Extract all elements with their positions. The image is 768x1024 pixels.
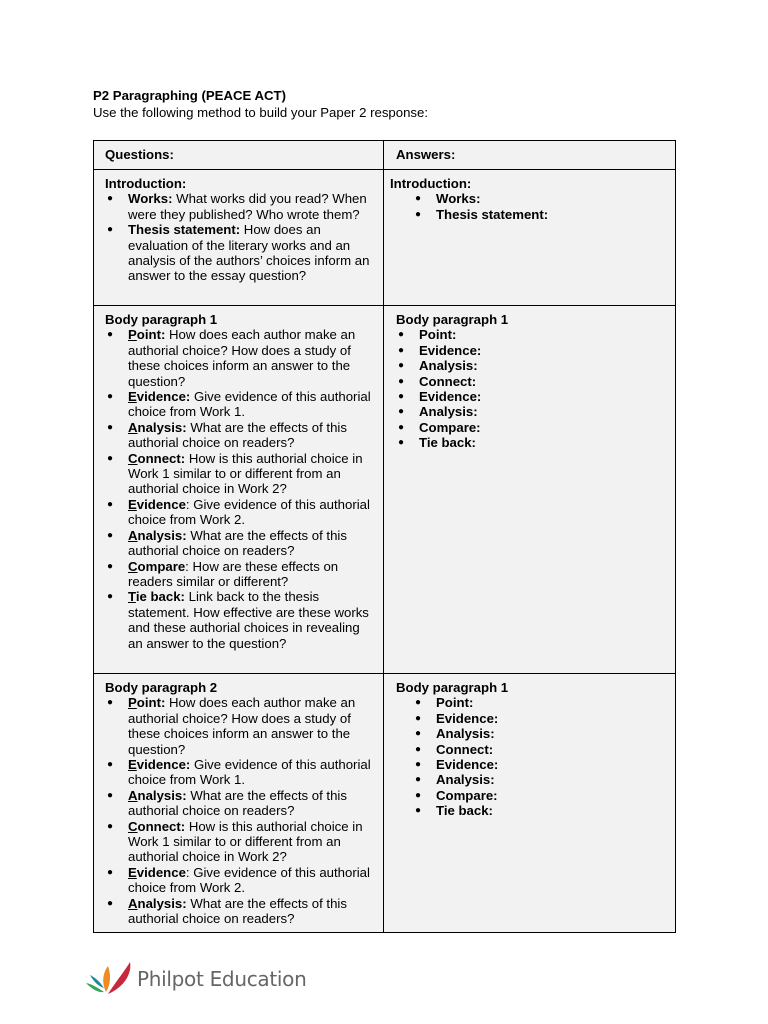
leaf-flame-logo-icon — [84, 956, 134, 1000]
item-term — [128, 865, 186, 880]
section-title: Body paragraph 2 — [105, 680, 218, 695]
term-rest: oint: — [136, 695, 166, 711]
list-item — [128, 528, 377, 559]
list-item — [128, 865, 377, 896]
section-title: Introduction: — [105, 176, 187, 191]
list-item — [128, 191, 377, 222]
list-item — [128, 695, 377, 757]
acronym-letter: P — [128, 327, 137, 343]
acronym-letter: A — [128, 527, 138, 543]
list-item — [128, 327, 377, 389]
term-rest: vidence: — [136, 389, 191, 405]
answer-list — [396, 695, 669, 818]
answer-label: Evidence: — [436, 710, 499, 726]
acronym-letter: E — [128, 389, 137, 405]
item-text: Give evidence of this authorial choice from Work 1. — [128, 757, 371, 788]
acronym-letter: A — [128, 787, 138, 803]
term-rest: ompare — [137, 558, 186, 574]
term-rest: onnect: — [137, 450, 186, 466]
item-term — [128, 695, 165, 710]
acronym-letter: P — [128, 695, 137, 711]
item-text: How is this authorial choice in Work 1 similar to or different from an authorial choice in Work 2? — [128, 818, 363, 865]
list-item — [128, 589, 377, 651]
answer-item — [419, 358, 669, 373]
answer-item — [436, 726, 669, 741]
item-term — [128, 788, 187, 803]
answer-item — [419, 435, 669, 450]
acronym-letter: E — [128, 757, 137, 773]
intro-answers-cell — [384, 170, 676, 306]
item-term — [128, 420, 187, 435]
answer-label: Connect: — [419, 373, 477, 389]
list-item — [128, 497, 377, 528]
body1-questions-cell — [94, 306, 384, 674]
intro-questions-cell — [94, 170, 384, 306]
item-text: What are the effects of this authorial choice on readers? — [128, 895, 347, 927]
brand-name: Philpot Education — [137, 967, 307, 991]
item-term — [128, 896, 187, 911]
term-rest: onnect: — [137, 818, 186, 834]
answer-label: Analysis: — [419, 358, 478, 374]
answer-item — [436, 711, 669, 726]
acronym-letter: E — [128, 864, 137, 880]
item-term — [128, 389, 190, 404]
answer-item — [436, 207, 669, 222]
answer-list — [396, 327, 669, 450]
item-text: How does each author make an authorial choice? How does a study of these choices inform an answer to the question? — [128, 327, 356, 389]
acronym-letter: T — [128, 589, 136, 605]
list-item — [128, 896, 377, 927]
item-text: What works did you read? When were they published? Who wrote them? — [128, 191, 367, 222]
brand-logo — [84, 956, 324, 1000]
answer-list — [390, 191, 669, 222]
item-term — [128, 451, 185, 466]
acronym-letter: E — [128, 496, 137, 512]
answer-label: Tie back: — [419, 435, 476, 451]
answer-label: Evidence: — [419, 342, 482, 358]
list-item — [128, 819, 377, 865]
item-term — [128, 757, 190, 772]
term-rest: oint: — [136, 327, 166, 343]
term-rest: nalysis: — [137, 787, 187, 803]
answer-item — [419, 374, 669, 389]
acronym-letter: A — [128, 895, 138, 911]
answer-label: Point: — [419, 327, 457, 343]
answer-item — [436, 742, 669, 757]
term-rest: nalysis: — [137, 527, 187, 543]
item-term: Works: — [128, 191, 173, 207]
acronym-letter: C — [128, 450, 138, 466]
item-text: : Give evidence of this authorial choice from Work 2. — [128, 496, 370, 528]
answer-label: Works: — [436, 191, 481, 207]
answer-label: Analysis: — [436, 772, 495, 788]
section-title: Introduction: — [390, 176, 472, 191]
page-title: P2 Paragraphing (PEACE ACT) — [93, 88, 286, 103]
list-item — [128, 451, 377, 497]
answer-item — [436, 191, 669, 206]
list-item — [128, 222, 377, 284]
question-list — [105, 191, 377, 283]
answer-item — [436, 757, 669, 772]
item-text: : How are these effects on readers similar or different? — [128, 558, 339, 589]
answer-item — [436, 695, 669, 710]
answer-label: Thesis statement: — [436, 206, 549, 222]
answer-label: Compare: — [419, 419, 481, 435]
item-term — [128, 589, 185, 604]
item-text: How does an evaluation of the literary works and an analysis of the authors’ choices inform an answer to the essay question? — [128, 222, 370, 284]
answer-item — [436, 772, 669, 787]
answer-item — [419, 389, 669, 404]
answer-item — [419, 404, 669, 419]
term-rest: vidence — [136, 864, 186, 880]
answer-label: Connect: — [436, 741, 494, 757]
table-row — [94, 674, 676, 933]
acronym-letter: A — [128, 419, 138, 435]
item-text: How is this authorial choice in Work 1 similar to or different from an authorial choice in Work 2? — [128, 450, 363, 497]
method-table — [93, 140, 676, 933]
item-text: Link back to the thesis statement. How effective are these works and these authorial choices in revealing an answer to the question? — [128, 589, 369, 651]
answer-label: Evidence: — [436, 757, 499, 773]
item-text: What are the effects of this authorial choice on readers? — [128, 527, 347, 559]
item-text: : Give evidence of this authorial choice from Work 2. — [128, 864, 370, 896]
table-row — [94, 306, 676, 674]
question-list — [105, 327, 377, 651]
table-header-row — [94, 141, 676, 170]
list-item — [128, 389, 377, 420]
answer-label: Analysis: — [419, 404, 478, 420]
item-term — [128, 327, 165, 342]
table-row — [94, 170, 676, 306]
questions-header: Questions: — [94, 141, 384, 170]
answer-item — [419, 327, 669, 342]
item-text: What are the effects of this authorial choice on readers? — [128, 787, 347, 819]
answer-item — [419, 343, 669, 358]
item-text: Give evidence of this authorial choice from Work 1. — [128, 389, 371, 420]
item-term — [128, 497, 186, 512]
list-item — [128, 757, 377, 788]
list-item — [128, 420, 377, 451]
answer-item — [436, 788, 669, 803]
list-item — [128, 788, 377, 819]
answer-label: Point: — [436, 695, 474, 711]
body2-answers-cell — [384, 674, 676, 933]
item-term: Thesis statement: — [128, 222, 241, 238]
acronym-letter: C — [128, 818, 138, 834]
section-title: Body paragraph 1 — [105, 312, 218, 327]
item-text: How does each author make an authorial choice? How does a study of these choices inform an answer to the question? — [128, 695, 356, 757]
term-rest: vidence — [136, 496, 186, 512]
term-rest: nalysis: — [137, 895, 187, 911]
body1-answers-cell — [384, 306, 676, 674]
item-term — [128, 559, 185, 574]
document-heading — [93, 87, 428, 121]
answer-label: Evidence: — [419, 389, 482, 405]
answer-label: Analysis: — [436, 726, 495, 742]
answer-item — [436, 803, 669, 818]
section-title: Body paragraph 1 — [396, 312, 509, 327]
answer-item — [419, 420, 669, 435]
question-list — [105, 695, 377, 926]
item-term — [128, 528, 187, 543]
answer-label: Tie back: — [436, 803, 493, 819]
term-rest: ie back: — [135, 589, 185, 605]
page-subtitle: Use the following method to build your Paper 2 response: — [93, 105, 429, 120]
answer-label: Compare: — [436, 787, 498, 803]
item-term — [128, 819, 185, 834]
term-rest: vidence: — [136, 757, 191, 773]
term-rest: nalysis: — [137, 419, 187, 435]
list-item — [128, 559, 377, 590]
item-text: What are the effects of this authorial choice on readers? — [128, 419, 347, 451]
body2-questions-cell — [94, 674, 384, 933]
acronym-letter: C — [128, 558, 138, 574]
section-title: Body paragraph 1 — [396, 680, 509, 695]
answers-header: Answers: — [384, 141, 676, 170]
